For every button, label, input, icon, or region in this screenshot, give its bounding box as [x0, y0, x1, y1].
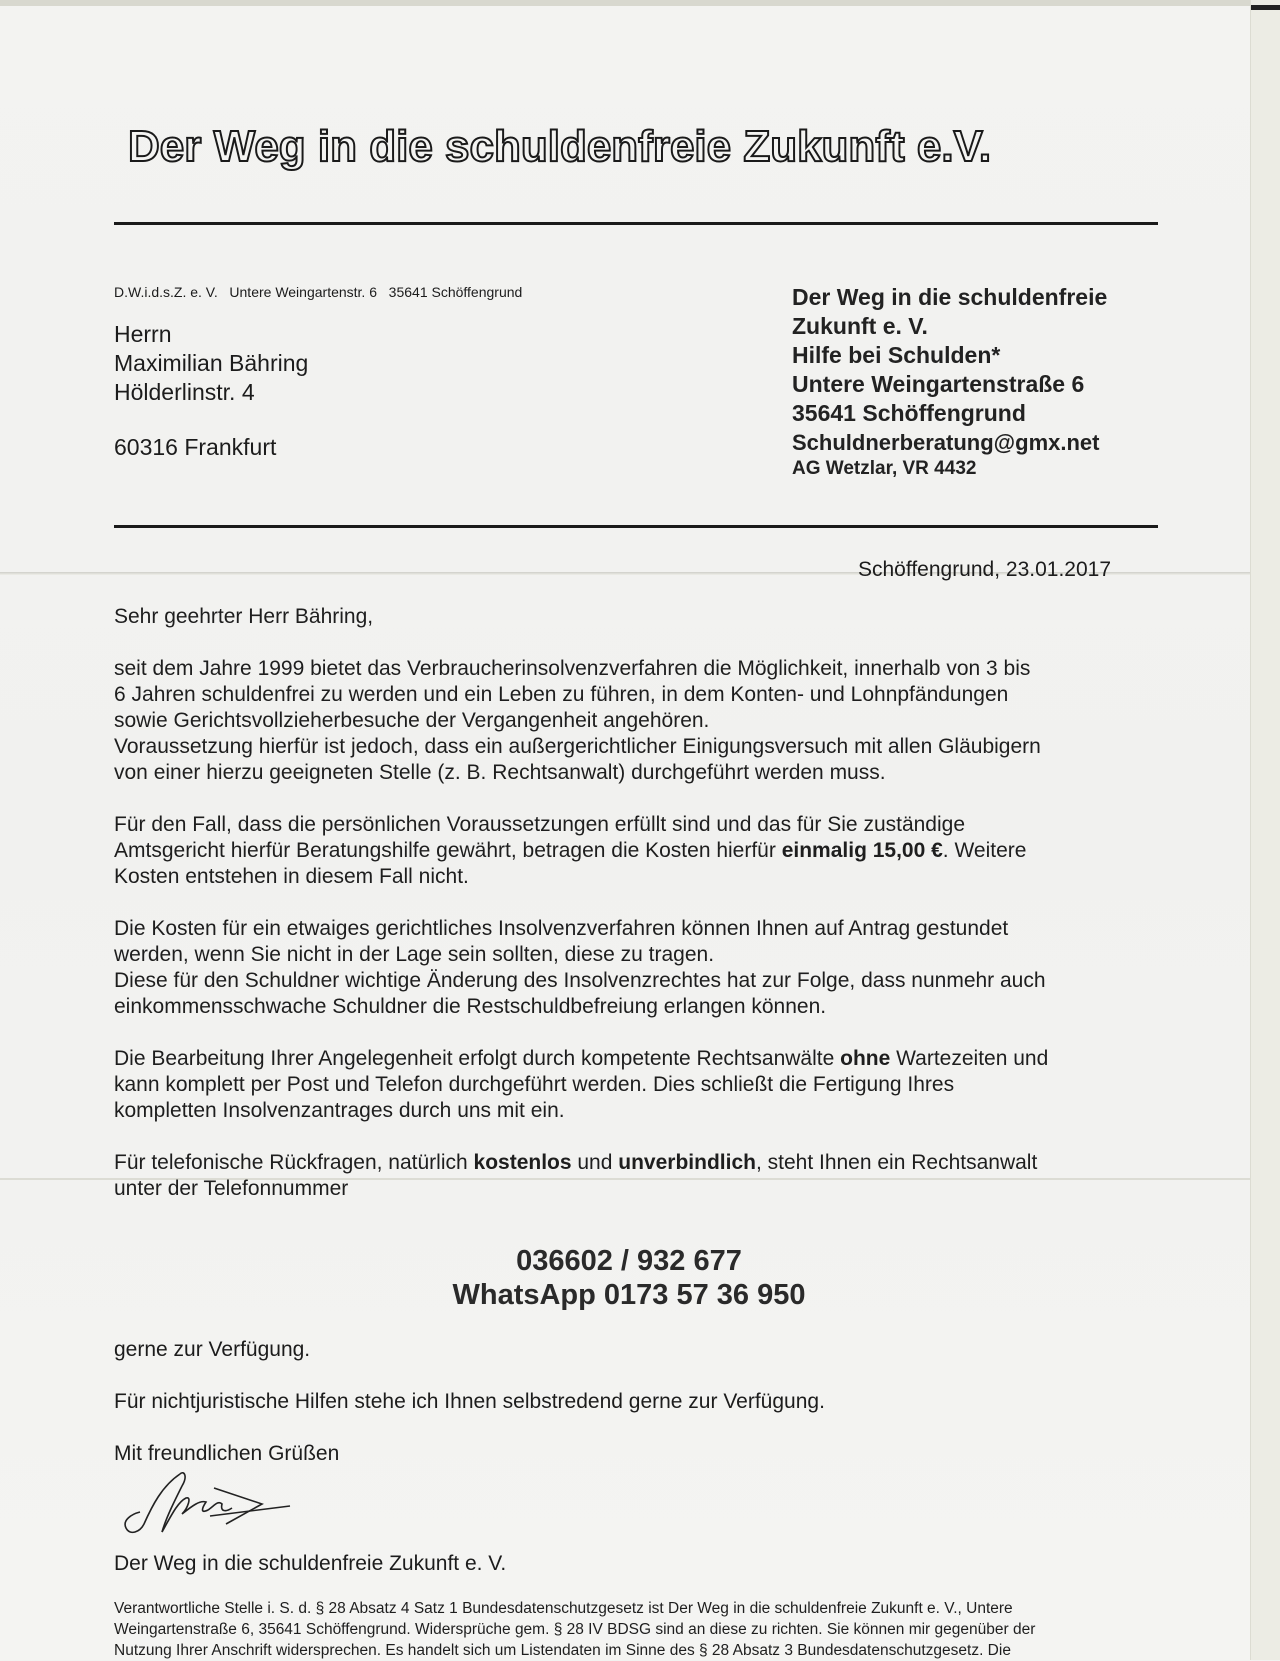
- body-line: werden, wenn Sie nicht in der Lage sein sollten, diese zu tragen.: [114, 943, 715, 966]
- letter-body: [114, 604, 1144, 1202]
- org-registry: AG Wetzlar, VR 4432: [792, 458, 977, 479]
- organization-block: [792, 283, 1107, 481]
- emphasis: unverbindlich: [618, 1151, 756, 1174]
- org-tagline: Hilfe bei Schulden*: [792, 342, 1001, 368]
- body-line: Für telefonische Rückfragen, natürlich kostenlos und unverbindlich, steht Ihnen ein Rechtsanwalt: [114, 1151, 1038, 1174]
- letter-date: Schöffengrund, 23.01.2017: [858, 558, 1111, 581]
- body-line: Diese für den Schuldner wichtige Änderung des Insolvenzrechtes hat zur Folge, dass nunmehr auch: [114, 969, 1046, 992]
- body-line: 6 Jahren schuldenfrei zu werden und ein Leben zu führen, in dem Konten- und Lohnpfändungen: [114, 683, 1009, 706]
- body-line: Die Kosten für ein etwaiges gerichtliches Insolvenzverfahren können Ihnen auf Antrag gestundet: [114, 917, 1009, 940]
- emphasis: kostenlos: [473, 1151, 572, 1174]
- header-rule: [114, 525, 1158, 528]
- body-line: kann komplett per Post und Telefon durchgeführt werden. Dies schließt die Fertigung Ihres: [114, 1073, 955, 1096]
- body-line: Amtsgericht hierfür Beratungshilfe gewährt, betragen die Kosten hierfür einmalig 15,00 €. Weitere: [114, 839, 1027, 862]
- whatsapp-number: WhatsApp 0173 57 36 950: [452, 1279, 806, 1311]
- data-protection-footer: [114, 1598, 1154, 1661]
- body-line: seit dem Jahre 1999 bietet das Verbraucherinsolvenzverfahren die Möglichkeit, innerhalb von 3 bis: [114, 657, 1031, 680]
- greeting: Sehr geehrter Herr Bähring,: [114, 605, 374, 628]
- handwritten-signature: [122, 1466, 322, 1546]
- body-line: Für den Fall, dass die persönlichen Voraussetzungen erfüllt sind und das für Sie zuständige: [114, 813, 966, 836]
- org-street: Untere Weingartenstraße 6: [792, 371, 1085, 397]
- recipient-address: [114, 320, 308, 462]
- footer-line: Verantwortliche Stelle i. S. d. § 28 Absatz 4 Satz 1 Bundesdatenschutzgesetz ist Der Weg in die schuldenfreie Zukunft e. V., Untere: [114, 1600, 1013, 1617]
- sender-return-address: D.W.i.d.s.Z. e. V. Untere Weingartenstr. 6 35641 Schöffengrund: [114, 284, 523, 300]
- footer-line: Nutzung Ihrer Anschrift widersprechen. Es handelt sich um Listendaten im Sinne des § 28 Absatz 3 Bundesdatenschutzgesetz. Die: [114, 1642, 1011, 1659]
- signature-name: Der Weg in die schuldenfreie Zukunft e. V.: [114, 1552, 507, 1575]
- closing-line: gerne zur Verfügung.: [114, 1338, 311, 1361]
- emphasis: ohne: [840, 1047, 891, 1070]
- body-line: Voraussetzung hierfür ist jedoch, dass ein außergerichtlicher Einigungsversuch mit allen Gläubigern: [114, 735, 1041, 758]
- body-line: kompletten Insolvenzantrages durch uns mit ein.: [114, 1099, 565, 1122]
- regards: Mit freundlichen Grüßen: [114, 1442, 340, 1465]
- letter-closing: [114, 1337, 1144, 1467]
- recipient-name: Maximilian Bähring: [114, 350, 309, 376]
- org-email: Schuldnerberatung@gmx.net: [792, 430, 1100, 455]
- body-line: unter der Telefonnummer: [114, 1177, 349, 1200]
- body-line: von einer hierzu geeigneten Stelle (z. B. Rechtsanwalt) durchgeführt werden muss.: [114, 761, 886, 784]
- header-rule: [114, 222, 1158, 225]
- body-line: Die Bearbeitung Ihrer Angelegenheit erfolgt durch kompetente Rechtsanwälte ohne Wartezeiten und: [114, 1047, 1049, 1070]
- letterhead-logo: Der Weg in die schuldenfreie Zukunft e.V.: [128, 122, 992, 171]
- org-city: 35641 Schöffengrund: [792, 400, 1026, 426]
- body-line: einkommensschwache Schuldner die Restschuldbefreiung erlangen können.: [114, 995, 827, 1018]
- cost-highlight: einmalig 15,00 €: [781, 839, 943, 862]
- org-name-line2: Zukunft e. V.: [792, 313, 928, 339]
- body-line: Kosten entstehen in diesem Fall nicht.: [114, 865, 469, 888]
- org-name-line1: Der Weg in die schuldenfreie: [792, 284, 1108, 310]
- scan-mark: [1251, 5, 1280, 10]
- phone-number: 036602 / 932 677: [516, 1245, 742, 1277]
- scan-margin: [1250, 0, 1280, 1660]
- recipient-city: 60316 Frankfurt: [114, 434, 277, 460]
- footer-line: Weingartenstraße 6, 35641 Schöffengrund. Widersprüche gem. § 28 IV BDSG sind an diese zu richten. Sie können mir gegenüber der: [114, 1621, 1036, 1638]
- closing-line: Für nichtjuristische Hilfen stehe ich Ihnen selbstredend gerne zur Verfügung.: [114, 1390, 825, 1413]
- recipient-salutation: Herrn: [114, 321, 172, 347]
- body-line: sowie Gerichtsvollzieherbesuche der Vergangenheit angehören.: [114, 709, 710, 732]
- scan-edge: [0, 0, 1250, 6]
- recipient-street: Hölderlinstr. 4: [114, 379, 255, 405]
